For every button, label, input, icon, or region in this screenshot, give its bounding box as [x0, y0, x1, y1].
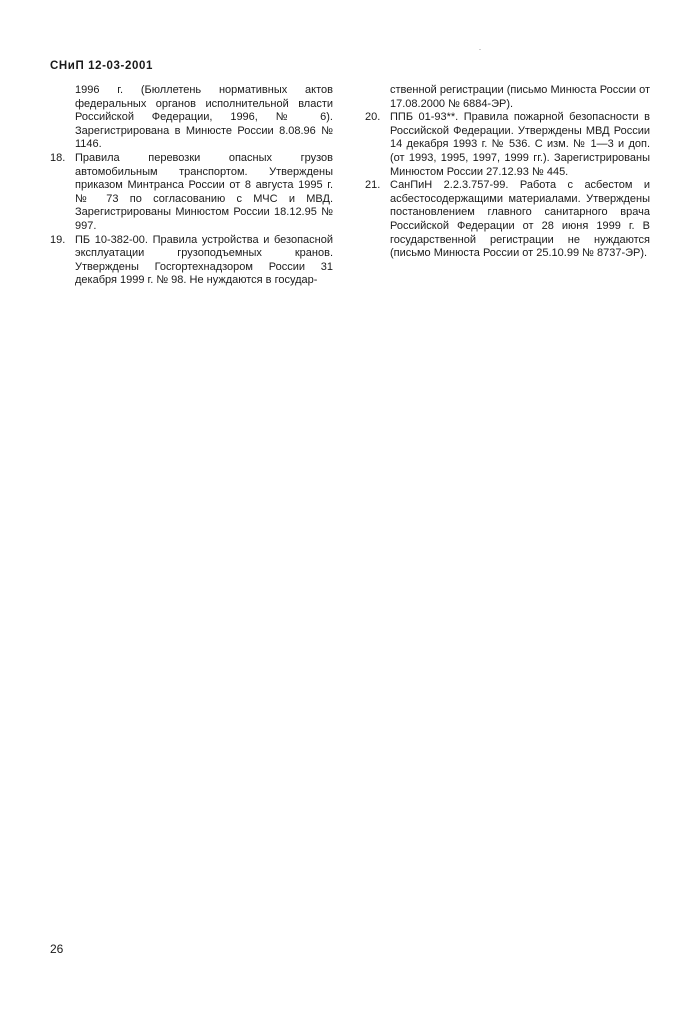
- entry-number: 19.: [50, 233, 66, 246]
- list-item-19: [50, 234, 333, 288]
- page-number: 26: [50, 942, 64, 956]
- entry-number: 18.: [50, 151, 66, 164]
- entry-text: 1996 г. (Бюллетень нормативных актов федеральных органов исполнительной власти Российской Федерации, 1996, № 6). Зарегистрирована в Минюсте России 8.08.96 № 1146.: [75, 84, 333, 151]
- list-item-continuation: [50, 84, 333, 152]
- list-item-18: [50, 152, 333, 234]
- list-item-20: [365, 111, 650, 179]
- document-code-header: СНиП 12-03-2001: [50, 60, 153, 72]
- entry-number: 21.: [365, 179, 381, 192]
- list-item-continuation: [365, 84, 650, 111]
- entry-text: Правила перевозки опасных грузов автомобильным транспортом. Утверждены приказом Минтранса России от 8 августа 1995 г. № 73 по согласованию с МЧС и МВД. Зарегистрированы Минюстом России 18.12.95 № 997.: [75, 151, 333, 232]
- entry-text: ППБ 01-93**. Правила пожарной безопасности в Российской Федерации. Утверждены МВД России 14 декабря 1993 г. № 536. С изм. № 1—3 и доп. (от 1993, 1995, 1997, 1999 гг.). Зарегистрированы Минюстом России 27.12.93 № 445.: [390, 111, 650, 178]
- entry-text: ственной регистрации (письмо Минюста России от 17.08.2000 № 6884-ЭР).: [390, 84, 650, 110]
- entry-text: ПБ 10-382-00. Правила устройства и безопасной эксплуатации грузоподъемных кранов. Утверждены Госгортехнадзором России 31 декабря 1999 г. № 98. Не нуждаются в государ-: [75, 233, 333, 287]
- scan-artifact: [479, 49, 481, 50]
- entry-text: СанПиН 2.2.3.757-99. Работа с асбестом и асбестосодержащими материалами. Утверждены постановлением главного санитарного врача Российской Федерации от 28 июня 1999 г. В государственной регистрации не нуждаются (письмо Минюста России от 25.10.99 № 8737-ЭР).: [390, 179, 650, 260]
- list-item-21: [365, 179, 650, 261]
- right-column: [365, 84, 650, 261]
- entry-number: 20.: [365, 111, 381, 124]
- left-column: [50, 84, 333, 288]
